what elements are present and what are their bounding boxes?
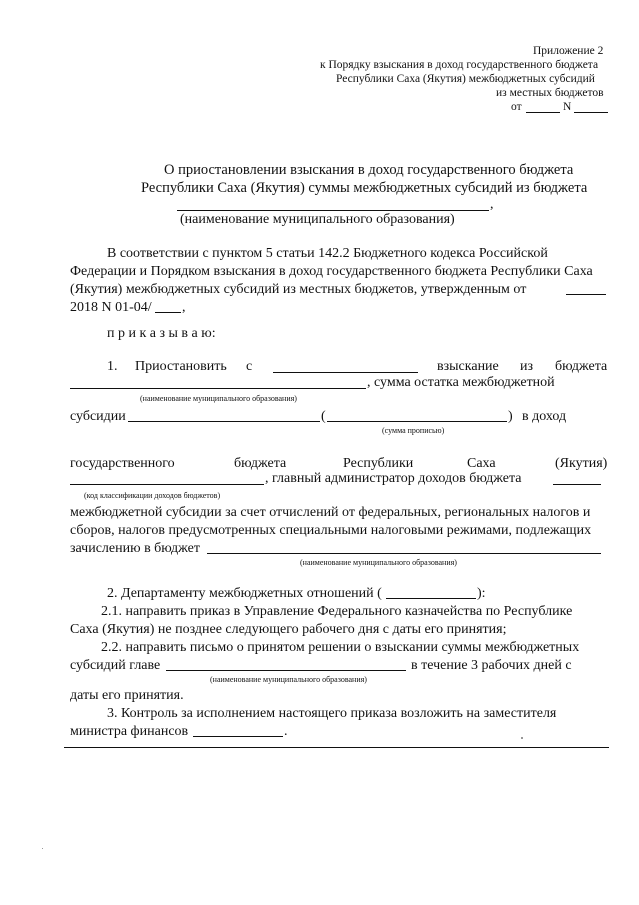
item1-number: 1. <box>107 359 118 374</box>
paren-close: ) <box>508 409 513 424</box>
item2-2-line-3: даты его принятия. <box>70 688 184 703</box>
approval-date-blank <box>566 294 606 295</box>
appendix-ot: от <box>511 101 522 113</box>
item2-line: 2. Департаменту межбюджетных отношений ( <box>107 586 382 601</box>
scan-speck <box>521 737 523 739</box>
appendix-line-3: Республики Саха (Якутия) межбюджетных субсидий <box>336 73 595 85</box>
date-blank <box>526 112 560 113</box>
item2-1-line-1: 2.1. направить приказ в Управление Федерального казначейства по Республике <box>101 604 573 619</box>
bottom-rule <box>64 747 609 748</box>
item1-word-from: с <box>246 359 253 374</box>
caption-municipality-2: (наименование муниципального образования) <box>300 558 457 567</box>
item1-admin: , главный администратор доходов бюджета <box>265 471 522 486</box>
item1-word-suspend: Приостановить <box>135 359 227 374</box>
preamble-line-1: В соответствии с пунктом 5 статьи 142.2 Бюджетного кодекса Российской <box>107 246 548 261</box>
item1-line-6: межбюджетной субсидии за счет отчислений от федеральных, региональных налогов и <box>70 505 591 520</box>
item1-line-2: , сумма остатка межбюджетной <box>367 375 555 390</box>
item1-word-budget: бюджета <box>555 359 608 374</box>
title-line-2: Республики Саха (Якутия) суммы межбюджетных субсидий из бюджета <box>141 180 588 196</box>
deputy-minister-blank <box>193 736 283 737</box>
department-blank <box>386 598 476 599</box>
preamble-comma: , <box>182 300 186 315</box>
number-blank <box>574 112 608 113</box>
item1-g4: Саха <box>467 456 496 471</box>
item2-2-line-2b: в течение 3 рабочих дней с <box>411 658 572 673</box>
suspend-date-blank <box>273 372 418 373</box>
item2-2-line-1: 2.2. направить письмо о принятом решении о взыскании суммы межбюджетных <box>101 640 580 655</box>
municipality-caption: (наименование муниципального образования) <box>180 212 455 227</box>
amount-words-blank <box>327 421 507 422</box>
item3-end: . <box>284 724 288 739</box>
appendix-number: Приложение 2 <box>533 45 604 57</box>
amount-digits-blank <box>128 421 320 422</box>
caption-municipality-1: (наименование муниципального образования) <box>140 394 297 403</box>
paren-open: ( <box>321 409 326 424</box>
appendix-line-2: к Порядку взыскания в доход государственного бюджета <box>320 59 599 71</box>
income-code-blank <box>70 484 264 485</box>
item1-g5: (Якутия) <box>555 456 608 471</box>
item1-subsidy-word: субсидии <box>70 409 126 424</box>
caption-income-code: (код классификации доходов бюджетов) <box>84 491 221 500</box>
appendix-n: N <box>563 101 572 113</box>
title-line-1: О приостановлении взыскания в доход государственного бюджета <box>164 162 574 178</box>
item3-line-1: 3. Контроль за исполнением настоящего приказа возложить на заместителя <box>107 706 557 721</box>
caption-amount-words: (сумма прописью) <box>382 426 445 435</box>
scan-speck <box>42 848 43 849</box>
head-name-blank <box>166 670 406 671</box>
preamble-line-2: Федерации и Порядком взыскания в доход государственного бюджета Республики Саха <box>70 264 593 279</box>
preamble-line-3: (Якутия) межбюджетных субсидий из местных бюджетов, утвержденным от <box>70 282 527 297</box>
item1-g2: бюджета <box>234 456 287 471</box>
order-word: п р и к а з ы в а ю: <box>107 326 216 341</box>
item1-to-income: в доход <box>522 409 567 424</box>
item1-line-8: зачислению в бюджет <box>70 541 200 556</box>
item1-g1: государственного <box>70 456 175 471</box>
item2-2-line-2a: субсидий главе <box>70 658 161 673</box>
caption-municipality-3: (наименование муниципального образования) <box>210 675 367 684</box>
budget-recipient-blank <box>207 553 601 554</box>
item1-line-7: сборов, налогов предусмотренных специальными налоговыми режимами, подлежащих <box>70 523 592 538</box>
budget-name-blank <box>70 388 366 389</box>
item2-1-line-2: Саха (Якутия) не позднее следующего рабочего дня с даты его принятия; <box>70 622 507 637</box>
item1-g3: Республики <box>343 456 414 471</box>
item2-close: ): <box>477 586 486 601</box>
item3-line-2: министра финансов <box>70 724 189 739</box>
title-comma: , <box>490 197 494 212</box>
preamble-line-4: 2018 N 01-04/ <box>70 300 152 315</box>
admin-blank <box>553 484 601 485</box>
order-number-blank <box>155 312 181 313</box>
item1-word-collection: взыскание <box>437 359 499 374</box>
appendix-line-4: из местных бюджетов <box>496 87 604 99</box>
item1-word-iz: из <box>520 359 534 374</box>
